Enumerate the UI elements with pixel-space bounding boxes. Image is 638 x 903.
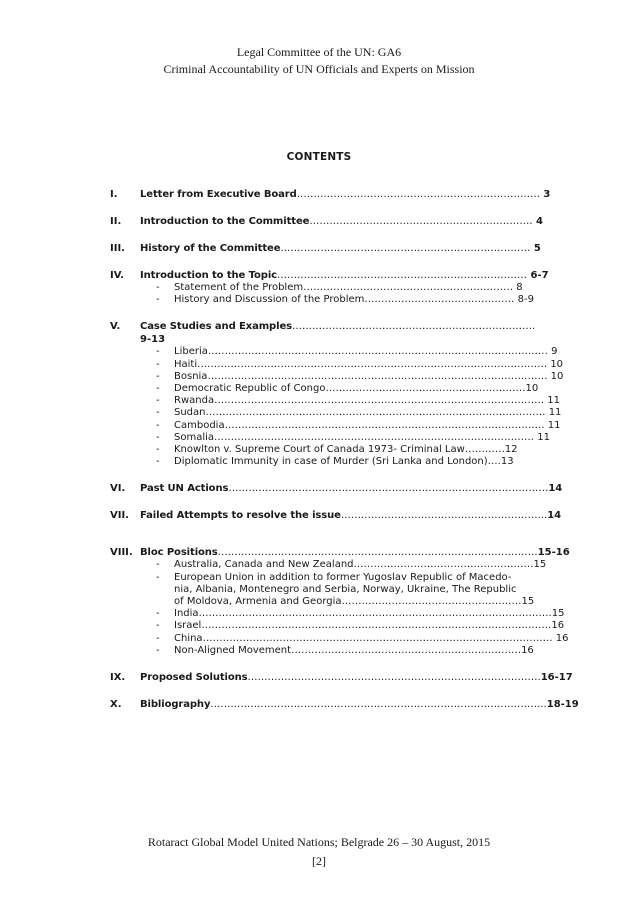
- toc-sub-title: European Union in addition to former Yugoslav Republic of Macedo-: [174, 571, 512, 583]
- toc-entry-i: [110, 188, 551, 201]
- toc-sub-title: Liberia: [174, 346, 208, 358]
- toc-entry-ii: [110, 215, 543, 228]
- toc-sub-entry: - Democratic Republic of Congo……………………………………………………10: [156, 383, 539, 395]
- toc-sub-entry: - European Union in addition to former Yugoslav Republic of Macedo- nia, Albania, Montenegro and Serbia, Norway, Ukraine, The Republic of Moldova, Armenia and Georgia………………………………………………15: [156, 572, 540, 609]
- toc-page: 6-7: [530, 270, 549, 281]
- toc-sub-entry: - India…………………………………………………………………………………………….15: [156, 608, 565, 620]
- toc-sub-entry: - Statement of the Problem……………………………………………………… 8: [156, 282, 523, 293]
- toc-number: X.: [110, 699, 122, 711]
- toc-sub-entry: - Somalia…………………………………………………………………………………… 11: [156, 431, 550, 443]
- toc-sub-title: Cambodia: [174, 419, 225, 431]
- toc-sub-page: 8-9: [517, 294, 534, 306]
- toc-sub-entry: - Diplomatic Immunity in case of Murder (Sri Lanka and London)….13: [156, 456, 514, 468]
- header-topic: Criminal Accountability of UN Officials and Experts on Mission: [163, 62, 475, 76]
- toc-entry-x: [110, 698, 579, 711]
- toc-sub-page: 8: [516, 282, 523, 293]
- toc-title: History of the Committee: [140, 243, 281, 254]
- toc-title: Introduction to the Committee: [140, 216, 310, 227]
- toc-sub-entry: - Liberia………………………………………………………………………………………… 9: [156, 346, 558, 358]
- toc-sub-entry: - Knowlton v. Supreme Court of Canada 1973- Criminal Law…………12: [156, 444, 518, 456]
- toc-leader: …………………………………………………………………………….: [247, 672, 541, 684]
- toc-sub-page: 11: [547, 419, 561, 431]
- toc-entry-vi: [110, 482, 563, 495]
- toc-sub-page: 15: [521, 596, 535, 608]
- toc-leader: ……………………………………………………………………………………: [224, 419, 545, 431]
- toc-number: VII.: [110, 510, 129, 522]
- toc-sub-title-line2: nia, Albania, Montenegro and Serbia, Norway, Ukraine, The Republic: [174, 583, 517, 595]
- toc-sub-entry: - Non-Aligned Movement……………………………………………………………16: [156, 644, 534, 656]
- toc-leader: …………………………………………………………………: [276, 270, 527, 281]
- toc-sub-page: 10: [550, 370, 564, 382]
- toc-number: IX.: [110, 672, 126, 684]
- toc-sub-title: Bosnia: [174, 370, 208, 382]
- toc-page: 4: [535, 216, 543, 227]
- toc-sub-entry: - History and Discussion of the Problem……………………………………… 8-9: [156, 294, 534, 306]
- toc-leader: ……………………………………………………………………………………: [214, 431, 535, 443]
- toc-number: I.: [110, 189, 118, 200]
- toc-title: Letter from Executive Board: [140, 189, 297, 200]
- contents-title: CONTENTS: [286, 151, 352, 163]
- toc-title: Failed Attempts to resolve the issue: [140, 510, 341, 522]
- toc-leader: ……………………………………………………………………………………………: [201, 620, 552, 632]
- toc-leader: ………………………………………………: [341, 596, 522, 608]
- toc-sub-title: Sudan: [174, 407, 206, 419]
- toc-page: 16-17: [540, 672, 573, 684]
- page-number: [2]: [312, 854, 326, 868]
- toc-sub-title: Knowlton v. Supreme Court of Canada 1973- Criminal Law: [174, 444, 465, 456]
- toc-page: 3: [543, 189, 551, 200]
- toc-number: IV.: [110, 270, 124, 281]
- toc-title: Case Studies and Examples: [140, 321, 292, 333]
- toc-leader: ………………………………………………: [353, 559, 534, 571]
- toc-leader: ………………………………………………………………………………………: [214, 395, 545, 407]
- toc-title: Proposed Solutions: [140, 672, 248, 684]
- toc-sub-title: Democratic Republic of Congo: [174, 383, 326, 395]
- toc-page: 5: [533, 243, 541, 254]
- toc-entry-iv: [110, 269, 549, 282]
- toc-leader: ……………………………………………………………………………………: [217, 547, 538, 559]
- toc-leader: …………………………………………………………………………………………: [207, 370, 548, 382]
- toc-leader: ……………………………………………………………………………………………: [197, 358, 548, 370]
- toc-entry-v: [110, 320, 540, 346]
- toc-leader: …………………………………………………………………………………………: [205, 407, 546, 419]
- toc-leader: ………………………………………………………….: [309, 216, 533, 227]
- toc-sub-entry: - Rwanda……………………………………………………………………………………… 11: [156, 395, 560, 407]
- toc-sub-title: China: [174, 632, 203, 644]
- toc-sub-title: Statement of the Problem: [174, 282, 304, 293]
- toc-sub-title: Rwanda: [174, 395, 215, 407]
- toc-page: 9-13: [140, 334, 166, 346]
- toc-sub-page: 13: [500, 456, 514, 468]
- toc-sub-title: Haiti: [174, 358, 198, 370]
- toc-sub-page: 16: [521, 644, 534, 656]
- toc-title: Past UN Actions: [140, 483, 229, 495]
- toc-sub-entry: - Haiti…………………………………………………………………………………………… 10: [156, 358, 564, 370]
- toc-leader: ……………………………………………………: [325, 383, 526, 395]
- toc-sub-page: 16: [555, 632, 569, 644]
- toc-sub-page: 9: [551, 346, 558, 358]
- toc-sub-entry: - Israel……………………………………………………………………………………………16: [156, 620, 565, 632]
- toc-leader: ………………………………………………………………………………………..: [210, 699, 547, 711]
- header-committee: Legal Committee of the UN: GA6: [236, 45, 402, 59]
- toc-leader: ………………………………………………………: [303, 282, 514, 293]
- toc-leader: …………………………………………………………………………………………: [207, 346, 548, 358]
- toc-sub-page: 10: [550, 358, 564, 370]
- toc-sub-title: Somalia: [174, 431, 215, 443]
- toc-sub-page: 16: [551, 620, 565, 632]
- toc-leader: …………: [464, 444, 505, 456]
- toc-leader: ………………………………………: [364, 294, 515, 306]
- footer-conference: Rotaract Global Model United Nations; Belgrade 26 – 30 August, 2015: [147, 835, 491, 849]
- toc-sub-title: India: [174, 608, 199, 620]
- toc-sub-entry: - Australia, Canada and New Zealand………………………………………………15: [156, 559, 547, 571]
- toc-sub-title: Diplomatic Immunity in case of Murder (Sri Lanka and London): [174, 456, 488, 468]
- toc-sub-page: 11: [548, 407, 562, 419]
- toc-sub-entry: - Cambodia…………………………………………………………………………………… 11: [156, 419, 561, 431]
- toc-title: Bloc Positions: [140, 547, 218, 559]
- toc-page: 15-16: [537, 547, 570, 559]
- toc-leader: …………………………………………………………………: [280, 243, 531, 254]
- toc-leader: …………………………………………………………………………………………….: [198, 608, 552, 620]
- toc-number: VI.: [110, 483, 126, 495]
- toc-entry-ix: [110, 671, 573, 684]
- toc-sub-entry: - Sudan………………………………………………………………………………………… 11: [156, 407, 562, 419]
- toc-leader: ……………………………………………………………….: [291, 321, 536, 333]
- toc-entry-iii: [110, 242, 540, 255]
- toc-number: III.: [110, 243, 125, 254]
- toc-sub-page: 12: [504, 444, 518, 456]
- toc-sub-page: 15: [533, 559, 547, 571]
- toc-page: 14: [548, 483, 563, 495]
- toc-leader: ……………………………………………………..: [340, 510, 548, 522]
- toc-page: 18-19: [546, 699, 579, 711]
- toc-leader: ……………………………………………………………: [291, 644, 522, 656]
- toc-leader: ….: [487, 456, 501, 468]
- table-of-contents: [110, 188, 579, 711]
- toc-leader: ……………………………………………………………………………………………: [202, 632, 553, 644]
- toc-sub-entry: - Bosnia………………………………………………………………………………………… 10: [156, 370, 564, 382]
- toc-sub-page: 11: [537, 431, 550, 443]
- toc-title: Bibliography: [140, 699, 211, 711]
- toc-sub-entry: - China…………………………………………………………………………………………… 16: [156, 632, 569, 644]
- page-footer: [0, 833, 638, 871]
- toc-number: VIII.: [110, 547, 133, 559]
- toc-title: Introduction to the Topic: [140, 270, 277, 281]
- toc-entry-viii: [110, 546, 570, 559]
- toc-sub-title-line3: of Moldova, Armenia and Georgia: [174, 596, 342, 608]
- page-header: [0, 44, 638, 78]
- toc-number: V.: [110, 321, 121, 333]
- toc-leader: ……………………………………………………………….: [296, 189, 540, 200]
- toc-sub-page: 11: [547, 395, 560, 407]
- toc-sub-page: 15: [551, 608, 565, 620]
- toc-entry-vii: [110, 509, 562, 522]
- toc-sub-title: History and Discussion of the Problem: [174, 294, 365, 306]
- toc-sub-title: Non-Aligned Movement: [174, 644, 292, 656]
- toc-sub-page: 10: [525, 383, 539, 395]
- toc-page: 14: [547, 510, 562, 522]
- toc-sub-title: Israel: [174, 620, 202, 632]
- toc-sub-title: Australia, Canada and New Zealand: [174, 559, 354, 571]
- toc-leader: ……………………………………………………………………………………: [228, 483, 549, 495]
- toc-number: II.: [110, 216, 122, 227]
